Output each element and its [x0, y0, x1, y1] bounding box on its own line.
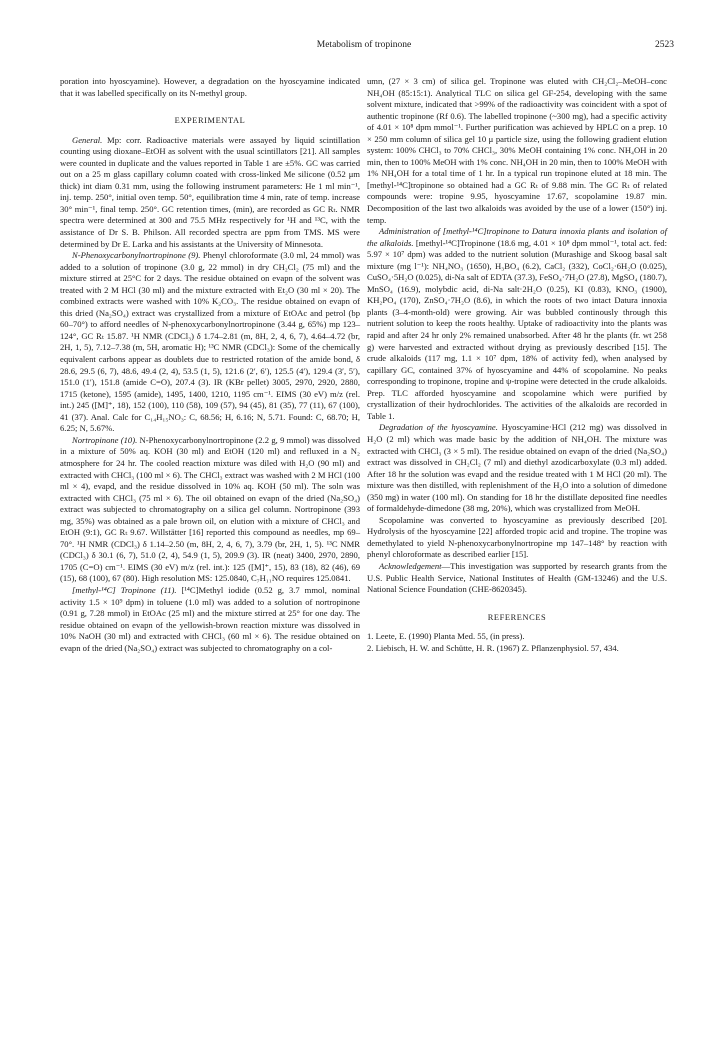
compound-11-lead: [methyl-¹⁴C] Tropinone (11).	[72, 584, 177, 595]
reference-list	[367, 631, 667, 654]
degradation-paragraph	[367, 422, 667, 514]
scopolamine-paragraph: Scopolamine was converted to hyoscyamine as previously described [20]. Hydrolysis of the hyoscyamine [22] afforded tropic acid and tropine. The tropine was demethylated to yield N-phenoxycarbonylnortropine mp 147–148° by reaction with phenyl chloroformate as described earlier [15].	[367, 514, 667, 560]
administration-paragraph	[367, 226, 667, 422]
acknowledgement-lead: Acknowledgement	[379, 560, 442, 571]
degradation-text: Hyoscyamine·HCl (212 mg) was dissolved in H₂O (2 ml) which was made basic by the addition of NH₄OH. The mixture was extracted with CHCl₃ (3 × 5 ml). The residue obtained on evapn of the dried (Na₂SO₄) extract was dissolved in CH₂Cl₂ (7 ml) and diethyl azodicarboxylate (0.3 ml) added. After 18 hr the solution was evapd and the residue treated with 1 M HCl (20 ml). The mixture was then distilled, with replenishment of the H₂O into a solution of dimedone (350 mg) in water (100 ml). On standing for 18 hr the distillate deposited fine needles of formaldehyde-dimedone (38 mg, 20%), which was crystallized from MeOH.	[367, 422, 667, 514]
running-title: Metabolism of tropinone	[316, 40, 412, 50]
references-heading: REFERENCES	[487, 612, 547, 622]
compound-10-lead: Nortropinone (10).	[72, 434, 138, 445]
acknowledgement-paragraph	[367, 561, 667, 596]
compound-11-text: [¹⁴C]Methyl iodide (0.52 g, 3.7 mmol, nominal activity 1.5 × 10⁹ dpm) in toluene (1.0 ml) was added to a solution of nortropinone (0.91 g, 7.28 mmol) in EtOAc (25 ml) and the mixture stirred at 25° for one day. The residue obtained on evapn of the yellowish-brown reaction mixture was dissolved in 10% NaOH (30 ml) and extracted with CHCl₃ (60 ml × 6). The residue obtained on evapn of the dried (Na₂SO₄) extract was subjected to chromatography on a col-	[60, 584, 360, 653]
continuation-paragraph: umn, (27 × 3 cm) of silica gel. Tropinone was eluted with CH₂Cl₂–MeOH–conc NH₄OH (85:15:1). Analytical TLC on silica gel GF-254, developing with the same solvent mixture, indicated that >99% of the radioactivity was coincident with a spot of authentic tropinone (Rf 0.6). The labelled tropinone (~300 mg), had a specific activity of 4.01 × 10⁸ dpm mmol⁻¹. Further purification was achieved by HPLC on a prep. 10 × 250 mm column of silica gel 10 μ particle size, using the following gradient elution system: 100% CHCl₃ to 70% CHCl₃, 30% MeOH containing 1% conc. NH₄OH in 20 min, then to 100% MeOH with 1% conc. NH₄OH in 20 min, then to 100% MeOH with 1% NH₄OH for a total time of 1 hr. In a typical run tropinone eluted at 18 min. The [methyl-¹⁴C]tropinone so obtained had a GC Rₜ of 9.88 min. The GC Rₜ of related compounds were: tropine 9.95, hyoscyamine 17.67, scopolamine 19.87 min. Decomposition of the last two alkaloids was avoided by the use of a lower (150°) inj. temp.	[367, 76, 667, 225]
right-column	[367, 76, 667, 654]
general-lead: General.	[72, 134, 103, 145]
compound-9-lead: N-Phenoxycarbonylnortropinone (9).	[72, 250, 201, 261]
administration-lead: Administration of [methyl-¹⁴C]tropinone to Datura innoxia plants and isolation of the alkaloids.	[367, 226, 667, 248]
running-header	[60, 40, 674, 54]
page-number: 2523	[655, 40, 674, 50]
compound-9-paragraph	[60, 250, 360, 435]
compound-10-paragraph	[60, 435, 360, 585]
left-column	[60, 76, 360, 654]
intro-paragraph: poration into hyoscyamine). However, a degradation on the hyoscyamine indicated that it was labelled specifically on its N-methyl group.	[60, 76, 360, 98]
reference-item: 1. Leete, E. (1990) Planta Med. 55, (in press).	[367, 631, 525, 642]
administration-text: [methyl-¹⁴C]Tropinone (18.6 mg, 4.01 × 10⁸ dpm mmol⁻¹, total act. fed: 5.97 × 10⁷ dpm) was added to the nutrient solution (Murashige and Skoog basal salt mixture (mg l⁻¹): NH₄NO₃ (1650), H₃BO₄ (6.2), CaCl₂ (332), CoCl₂·6H₂O (0.025), CuSO₄·5H₂O (0.025), di-Na salt of EDTA (37.3), FeSO₄·7H₂O (27.8), MgSO₄ (180.7), MnSO₄ (16.9), molybdic acid, di-Na salt·2H₂O (0.25), KI (0.83), KNO₃ (1900), KH₂PO₄ (170), ZnSO₄·7H₂O (8.6), in which the roots of two intact Datura innoxia plants (3–4-month-old) were growing. Air was bubbled continously through this nutrient solution to keep the roots healthy. Uptake of radioactivity into the plants was rapid and after 24 hr only 2% remained unabsorbed. After 48 hr the plants (fr. wt 258 g) were harvested and extracted without drying as previously described [15]. The crude alkaloids (117 mg, 1.1 × 10⁷ dpm, 18% of activity fed), when analysed by capillary GC, contained 37% of hyoscyamine and 44% of scopolamine. No peaks corresponding to tropinone, tropine and ψ-tropine were detected in the crude alkaloids. Prep. TLC afforded hyoscyamine and scopolamine which were purified by crystallization of their hydrochlorides. The activities of the alkaloids are recorded in Table 1.	[367, 237, 667, 421]
experimental-heading: EXPERIMENTAL	[174, 116, 246, 126]
reference-item: 2. Liebisch, H. W. and Schütte, H. R. (1967) Z. Pflanzenphysiol. 57, 434.	[367, 642, 619, 653]
degradation-lead: Degradation of the hyoscyamine.	[379, 422, 498, 433]
compound-9-text: Phenyl chloroformate (3.0 ml, 24 mmol) was added to a solution of tropinone (3.0 g, 22 mmol) in dry CH₂Cl₂ (75 ml) and the mixture stirred at 25°C for 2 days. The residue obtained on evapn of the solvent was treated with 2 M HCl (30 ml) and the mixture extracted with Et₂O (30 ml × 20). The combined extracts were washed with 10% K₂CO₃. The residue obtained on evapn of this dried (Na₂SO₄) extract was crystallized from a mixture of EtOAc and petrol (bp 60–70°) to afford needles of N-phenoxycarbonylnortropinone (3.44 g, 65%) mp 123–124°, GC Rₜ 15.87. ¹H NMR (CDCl₃) δ 1.74–2.81 (m, 8H, 2, 4, 6, 7), 4.64–4.72 (br, 2H, 1, 5), 7.12–7.38 (m, 5H, aromatic H); ¹³C NMR (CDCl₃): Some of the chemically equivalent carbons appear as doublets due to restricted rotation of the amide bond, δ 28.6, 29.5 (6, 7), 48.6, 49.4 (2, 4), 53.5 (1, 5), 121.6 (2′, 6′), 125.5 (4′), 129.4 (3′, 5′), 151.0 (1′), 151.8 (amide C=O), 207.4 (3). IR (KBr pellet) 3005, 2970, 2920, 2880, 1715 (ketone), 1595 (amide), 1495, 1400, 1210, 1195 cm⁻¹. EIMS (30 eV) m/z (rel. int.) 245 ([M]⁺, 18), 152 (100), 110 (58), 109 (57), 94 (45), 81 (35), 77 (11), 67 (100), 41 (37). Anal. Calc for C₁₄H₁₅NO₃: C, 68.56; H, 6.16; N, 5.71. Found: C, 68.70; H, 6.25; N, 5.67%.	[60, 250, 360, 434]
general-paragraph	[60, 135, 360, 250]
general-text: Mp: corr. Radioactive materials were assayed by liquid scintillation counting using dioxane–EtOH as solvent with the usual scintillators [21]. All samples were counted in duplicate and the values reported in Table 1 are ±5%. GC was carried out on a 25 m glass capillary column coated with cross-linked Me silicone (0.52 μm thick) int diam 0.31 mm, using the following instrument parameters: He 1 ml min⁻¹, inj. temp. 250°, initial oven temp. 50°, equilibration time 4 min, rate of temp. increase 30° min⁻¹, final temp. 250°. GC retention times, (min), are recorded as GC Rₜ. NMR spectra were determined at 300 and 75.5 MHz respectively for ¹H and ¹³C, with the assistance of Dr S. B. Philson. All recorded spectra are ppm from TMS. MS were determined by Dr E. Larka and his assistants at the University of Minnesota.	[60, 134, 360, 249]
compound-10-text: N-Phenoxycarbonylnortropinone (2.2 g, 9 mmol) was dissolved in a mixture of 50% aq. KOH (30 ml) and EtOH (120 ml) and refluxed in a N₂ atmosphere for 24 hr. The cooled reaction mixture was diled with H₂O (90 ml) and extracted with CHCl₃ (100 ml × 6). The CHCl₃ extract was washed with 2 M HCl (100 ml × 4), evapd, and the residue dissolved in 10% aq. KOH (50 ml). The soln was extracted with CHCl₃ (75 ml × 6). The oil obtained on evapn of the dried (Na₂SO₄) extract was subjected to chromatography on a silica gel column. Nortropinone (393 mg, 35%) was obtained as a pale brown oil, on elution with a mixture of CHCl₃ and EtOH (9:1), GC Rₜ 9.67. Willstätter [16] reported this compound as needles, mp 69–70°. ¹H NMR (CDCl₃) δ 1.14–2.50 (m, 8H, 2, 4, 6, 7), 3.79 (br, 2H, 1, 5). ¹³C NMR (CDCl₃) δ 30.1 (6, 7), 51.0 (2, 4), 54.9 (1, 5), 209.9 (3). IR (neat) 3400, 2970, 2890, 1705 (C=O) cm⁻¹. EIMS (30 eV) m/z (rel. int.): 125 ([M]⁺, 15), 83 (18), 82 (46), 69 (15), 68 (100), 67 (80). High resolution MS: 125.0840, C₇H₁₁NO requires 125.0841.	[60, 434, 360, 584]
acknowledgement-text: —This investigation was supported by research grants from the U.S. Public Health Service, National Institutes of Health (GM-13246) and the U.S. National Science Foundation (CHE-8620345).	[367, 560, 667, 595]
compound-11-paragraph	[60, 585, 360, 654]
